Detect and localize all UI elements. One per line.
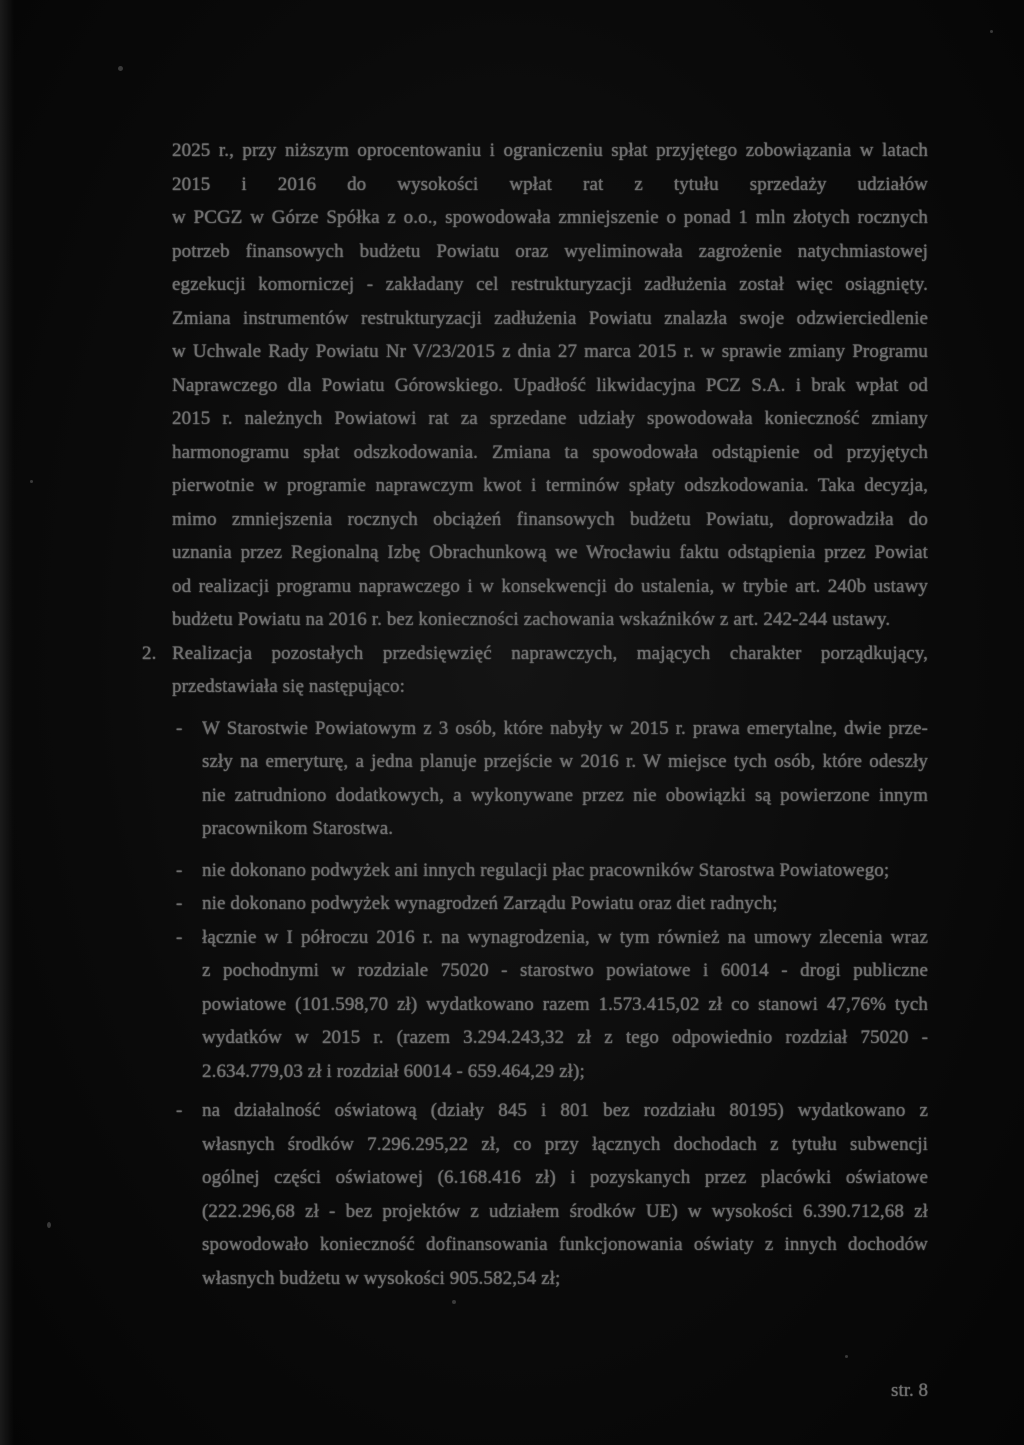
scan-speck — [990, 30, 993, 33]
list-item — [172, 921, 928, 1089]
list-item-line: ogólnej części oświatowej (6.168.416 zł) i pozyskanych przez placówki oświatowe — [202, 1167, 928, 1188]
paragraph-line: uznania przez Regionalną Izbę Obrachunkową we Wrocławiu faktu odstąpienia przez Powiat — [172, 542, 928, 563]
list-item-line: W Starostwie Powiatowym z 3 osób, które nabyły w 2015 r. prawa emerytalne, dwie prze- — [202, 717, 928, 739]
bullet-dash: - — [176, 926, 183, 948]
document-body — [142, 134, 928, 1295]
bullet-dash: - — [176, 859, 183, 881]
measures-list — [172, 712, 928, 1296]
list-item-line: nie zatrudniono dodatkowych, a wykonywane przez nie obowiązki są powierzone innym — [202, 784, 928, 806]
section-line: przedstawiała się następująco: — [172, 676, 406, 697]
paragraph-line: Naprawczego dla Powiatu Górowskiego. Upadłość likwidacyjna PCZ S.A. i brak wpłat od — [172, 374, 928, 396]
list-item-line: nie dokonano podwyżek ani innych regulacji płac pracowników Starostwa Powiatowego; — [202, 859, 890, 881]
paragraph-line: 2015 i 2016 do wysokości wpłat rat z tytułu sprzedaży udziałów — [172, 173, 928, 195]
paragraph-line: potrzeb finansowych budżetu Powiatu oraz wyeliminowała zagrożenie natychmiastowej — [172, 240, 928, 262]
paragraph-line: egzekucji komorniczej - zakładany cel restrukturyzacji zadłużenia został więc osiągnięty. — [172, 274, 928, 295]
scan-speck — [30, 480, 33, 483]
paragraph-restructuring — [172, 134, 928, 637]
list-item-line: nie dokonano podwyżek wynagrodzeń Zarządu Powiatu oraz diet radnych; — [202, 893, 778, 914]
paragraph-line: budżetu Powiatu na 2016 r. bez konieczności zachowania wskaźników z art. 242-244 ustawy. — [172, 609, 891, 630]
paragraph-line: pierwotnie w programie naprawczym kwot i terminów spłaty odszkodowania. Taka decyzja, — [172, 475, 928, 496]
list-item-line: (222.296,68 zł - bez projektów z udziałem środków UE) w wysokości 6.390.712,68 zł — [202, 1200, 928, 1222]
list-item-line: na działalność oświatową (działy 845 i 801 bez rozdziału 80195) wydatkowano z — [202, 1100, 928, 1121]
paragraph-line: w PCGZ w Górze Spółka z o.o., spowodowała zmniejszenie o ponad 1 mln złotych rocznych — [172, 207, 928, 228]
list-item-line: pracownikom Starostwa. — [202, 818, 394, 839]
list-item — [172, 887, 928, 921]
bullet-dash: - — [176, 893, 183, 914]
scan-speck — [845, 1355, 848, 1358]
scan-edge-shadow — [0, 0, 14, 1445]
paragraph-line: 2025 r., przy niższym oprocentowaniu i ograniczeniu spłat przyjętego zobowiązania w latach — [172, 140, 928, 161]
list-item — [172, 712, 928, 846]
list-item-line: wydatków w 2015 r. (razem 3.294.243,32 zł z tego odpowiednio rozdział 75020 - — [202, 1027, 928, 1048]
list-item-line: z pochodnymi w rozdziale 75020 - starostwo powiatowe i 60014 - drogi publiczne — [202, 960, 928, 981]
list-item — [172, 854, 928, 888]
list-item-line: spowodowało konieczność dofinansowania funkcjonowania oświaty z innych dochodów — [202, 1234, 928, 1255]
bullet-dash: - — [176, 717, 183, 739]
paragraph-line: harmonogramu spłat odszkodowania. Zmiana ta spowodowała odstąpienie od przyjętych — [172, 441, 928, 463]
paragraph-line: 2015 r. należnych Powiatowi rat za sprzedane udziały spowodowała konieczność zmiany — [172, 408, 928, 429]
list-item-line: szły na emeryturę, a jedna planuje przejście w 2016 r. W miejsce tych osób, które odeszły — [202, 751, 928, 772]
list-item-line: 2.634.779,03 zł i rozdział 60014 - 659.464,29 zł); — [202, 1060, 585, 1082]
paragraph-line: Zmiana instrumentów restrukturyzacji zadłużenia Powiatu znalazła swoje odzwierciedlenie — [172, 307, 928, 329]
paragraph-line: od realizacji programu naprawczego i w konsekwencji do ustalenia, w trybie art. 240b ustawy — [172, 575, 928, 597]
scan-speck — [452, 1300, 456, 1304]
section-2 — [142, 637, 928, 704]
scan-speck — [47, 1222, 51, 1228]
scan-speck — [118, 66, 123, 71]
bullet-dash: - — [176, 1100, 183, 1121]
section-line: Realizacja pozostałych przedsięwzięć naprawczych, mających charakter porządkujący, — [172, 642, 928, 664]
list-item — [172, 1094, 928, 1295]
section-number: 2. — [142, 642, 157, 664]
list-item-line: własnych budżetu w wysokości 905.582,54 zł; — [202, 1267, 561, 1289]
list-item-line: powiatowe (101.598,70 zł) wydatkowano razem 1.573.415,02 zł co stanowi 47,76% tych — [202, 993, 928, 1015]
paragraph-line: w Uchwale Rady Powiatu Nr V/23/2015 z dnia 27 marca 2015 r. w sprawie zmiany Programu — [172, 341, 928, 362]
paragraph-line: mimo zmniejszenia rocznych obciążeń finansowych budżetu Powiatu, doprowadziła do — [172, 508, 928, 530]
list-item-line: łącznie w I półroczu 2016 r. na wynagrodzenia, w tym również na umowy zlecenia wraz — [202, 926, 928, 948]
list-item-line: własnych środków 7.296.295,22 zł, co przy łącznych dochodach z tytułu subwencji — [202, 1133, 928, 1155]
page-number: str. 8 — [891, 1380, 928, 1401]
